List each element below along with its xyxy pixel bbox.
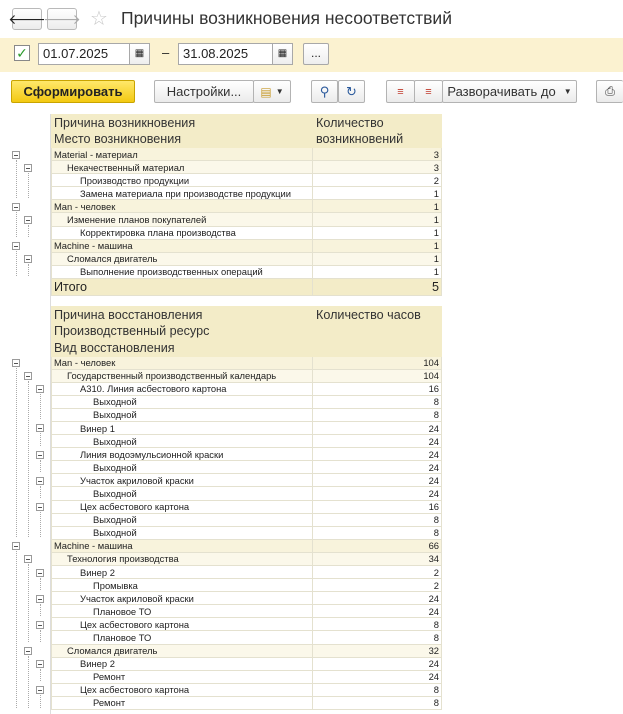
group-line xyxy=(28,264,29,276)
group-line xyxy=(16,368,17,537)
row-label: Винер 1 xyxy=(52,421,313,434)
table-row[interactable] xyxy=(52,187,442,200)
table-row[interactable] xyxy=(52,539,442,552)
title-bar xyxy=(0,0,623,38)
group-line xyxy=(40,512,41,537)
row-value: 34 xyxy=(313,552,442,565)
group-line xyxy=(40,486,41,498)
table-row[interactable] xyxy=(52,356,442,369)
row-label: Винер 2 xyxy=(52,566,313,579)
row-label: Man - человек xyxy=(52,200,313,213)
group-line xyxy=(40,433,41,445)
calendar-from-button[interactable] xyxy=(130,43,150,65)
collapse-group-toggle[interactable] xyxy=(12,151,20,159)
report-table-restoration xyxy=(51,306,442,710)
search-next-icon: ↻ xyxy=(346,83,357,99)
row-label: Корректировка плана производства xyxy=(52,226,313,239)
row-label: Выходной xyxy=(52,513,313,526)
group-line xyxy=(16,212,17,237)
row-label: Ремонт xyxy=(52,696,313,709)
group-line xyxy=(40,630,41,642)
table-row[interactable] xyxy=(52,252,442,265)
row-value: 8 xyxy=(313,395,442,408)
star-icon[interactable]: ☆ xyxy=(90,8,108,30)
row-label: Изменение планов покупателей xyxy=(52,213,313,226)
table-row[interactable] xyxy=(52,696,442,709)
collapse-group-toggle[interactable] xyxy=(36,569,44,577)
row-label: Линия водоэмульсионной краски xyxy=(52,448,313,461)
row-value: 32 xyxy=(313,644,442,657)
table-row[interactable] xyxy=(52,148,442,161)
group-line xyxy=(40,460,41,472)
row-value: 1 xyxy=(313,213,442,226)
report-header-row xyxy=(52,115,442,132)
table-row[interactable] xyxy=(52,265,442,278)
row-value: 104 xyxy=(313,356,442,369)
column-header: Вид восстановления xyxy=(52,340,313,357)
row-value: 8 xyxy=(313,683,442,696)
collapse-group-toggle[interactable] xyxy=(36,503,44,511)
table-row[interactable] xyxy=(52,552,442,565)
table-row[interactable] xyxy=(52,566,442,579)
row-label: Выполнение производственных операций xyxy=(52,265,313,278)
row-label: Machine - машина xyxy=(52,539,313,552)
arrow-right-icon: 🡒 xyxy=(43,10,81,27)
row-value: 1 xyxy=(313,239,442,252)
table-row[interactable] xyxy=(52,382,442,395)
table-row[interactable] xyxy=(52,618,442,631)
total-value: 5 xyxy=(313,278,442,295)
collapse-group-toggle[interactable] xyxy=(24,216,32,224)
collapse-group-toggle[interactable] xyxy=(12,359,20,367)
table-row[interactable] xyxy=(52,200,442,213)
back-button[interactable] xyxy=(8,8,46,30)
row-value: 16 xyxy=(313,500,442,513)
column-header: Место возникновения xyxy=(52,131,313,148)
row-value: 66 xyxy=(313,539,442,552)
row-label: Выходной xyxy=(52,435,313,448)
column-header: Причина возникновения xyxy=(52,115,313,132)
row-label: Некачественный материал xyxy=(52,161,313,174)
collapse-group-toggle[interactable] xyxy=(36,424,44,432)
group-line xyxy=(28,381,29,537)
group-line xyxy=(28,173,29,198)
collapse-group-toggle[interactable] xyxy=(12,542,20,550)
group-line xyxy=(28,564,29,642)
total-row xyxy=(52,278,442,295)
row-label: A310. Линия асбестового картона xyxy=(52,382,313,395)
row-label: Выходной xyxy=(52,395,313,408)
period-separator: – xyxy=(162,45,170,60)
column-header: Производственный ресурс xyxy=(52,323,313,340)
row-value: 8 xyxy=(313,526,442,539)
group-line xyxy=(40,604,41,616)
row-value: 8 xyxy=(313,513,442,526)
calendar-icon: ▦ xyxy=(134,48,145,59)
collapse-group-toggle[interactable] xyxy=(36,477,44,485)
row-value: 1 xyxy=(313,252,442,265)
value-column-header: Количество возникновений xyxy=(313,115,442,148)
row-value: 24 xyxy=(313,487,442,500)
group-line xyxy=(16,251,17,276)
collapse-group-toggle[interactable] xyxy=(36,595,44,603)
group-line xyxy=(40,669,41,681)
page-title: Причины возникновения несоответствий xyxy=(121,8,452,28)
table-row[interactable] xyxy=(52,487,442,500)
row-label: Цех асбестового картона xyxy=(52,683,313,696)
row-value: 24 xyxy=(313,421,442,434)
search-icon: ⚲ xyxy=(319,83,330,99)
choose-period-button[interactable]: ... xyxy=(303,43,329,65)
table-row[interactable] xyxy=(52,448,442,461)
row-value: 1 xyxy=(313,187,442,200)
row-label: Ремонт xyxy=(52,670,313,683)
table-row[interactable] xyxy=(52,592,442,605)
row-label: Участок акриловой краски xyxy=(52,592,313,605)
table-row[interactable] xyxy=(52,369,442,382)
row-label: Производство продукции xyxy=(52,174,313,187)
table-row[interactable] xyxy=(52,161,442,174)
period-checkbox[interactable]: ✓ xyxy=(14,45,30,61)
table-row[interactable] xyxy=(52,213,442,226)
forward-button[interactable] xyxy=(43,8,81,30)
table-row[interactable] xyxy=(52,526,442,539)
row-label: Государственный производственный календарь xyxy=(52,369,313,382)
printer-icon: ⎙ xyxy=(605,84,615,98)
row-value: 3 xyxy=(313,148,442,161)
table-row[interactable] xyxy=(52,408,442,421)
row-label: Цех асбестового картона xyxy=(52,500,313,513)
collapse-group-toggle[interactable] xyxy=(36,686,44,694)
collapse-rows-icon: ≡ xyxy=(397,85,404,98)
row-value: 3 xyxy=(313,161,442,174)
row-label: Замена материала при производстве продукции xyxy=(52,187,313,200)
table-row[interactable] xyxy=(52,670,442,683)
report-document[interactable] xyxy=(10,114,623,714)
row-value: 8 xyxy=(313,408,442,421)
variants-button[interactable] xyxy=(253,80,291,103)
table-row[interactable] xyxy=(52,226,442,239)
table-row[interactable] xyxy=(52,631,442,644)
row-value: 24 xyxy=(313,435,442,448)
row-value: 16 xyxy=(313,382,442,395)
table-row[interactable] xyxy=(52,513,442,526)
row-label: Винер 2 xyxy=(52,657,313,670)
arrow-left-icon: 🡐 xyxy=(8,10,46,27)
collapse-group-toggle[interactable] xyxy=(24,555,32,563)
row-label: Плановое ТО xyxy=(52,631,313,644)
group-line xyxy=(16,551,17,707)
row-value: 8 xyxy=(313,618,442,631)
table-row[interactable] xyxy=(52,500,442,513)
row-label: Выходной xyxy=(52,408,313,421)
table-row[interactable] xyxy=(52,579,442,592)
collapse-group-toggle[interactable] xyxy=(36,621,44,629)
row-label: Технология производства xyxy=(52,552,313,565)
row-label: Man - человек xyxy=(52,356,313,369)
date-from-field[interactable]: 01.07.2025 xyxy=(38,43,130,65)
row-value: 104 xyxy=(313,369,442,382)
row-label: Machine - машина xyxy=(52,239,313,252)
collapse-group-toggle[interactable] xyxy=(24,255,32,263)
table-row[interactable] xyxy=(52,474,442,487)
total-label: Итого xyxy=(52,278,313,295)
row-value: 24 xyxy=(313,448,442,461)
collapse-group-toggle[interactable] xyxy=(12,242,20,250)
group-line xyxy=(28,225,29,237)
collapse-group-toggle[interactable] xyxy=(36,451,44,459)
row-label: Сломался двигатель xyxy=(52,644,313,657)
row-label: Промывка xyxy=(52,579,313,592)
table-row[interactable] xyxy=(52,461,442,474)
collapse-group-toggle[interactable] xyxy=(36,385,44,393)
collapse-group-toggle[interactable] xyxy=(24,164,32,172)
table-row[interactable] xyxy=(52,683,442,696)
report-table-occurrences xyxy=(51,114,442,296)
generate-button[interactable]: Сформировать xyxy=(11,80,135,103)
find-button[interactable] xyxy=(311,80,338,103)
row-value: 24 xyxy=(313,592,442,605)
collapse-group-toggle[interactable] xyxy=(24,647,32,655)
group-line xyxy=(40,578,41,590)
expand-to-button[interactable] xyxy=(442,80,577,103)
report-variant-icon: ▤ xyxy=(260,84,272,99)
row-value: 1 xyxy=(313,265,442,278)
group-line xyxy=(40,394,41,419)
collapse-group-toggle[interactable] xyxy=(12,203,20,211)
chevron-down-icon: ▼ xyxy=(563,87,572,96)
collapse-group-toggle[interactable] xyxy=(36,660,44,668)
row-label: Выходной xyxy=(52,461,313,474)
row-value: 2 xyxy=(313,566,442,579)
group-line xyxy=(16,160,17,198)
table-row[interactable] xyxy=(52,395,442,408)
chevron-down-icon: ▼ xyxy=(275,87,284,96)
row-label: Выходной xyxy=(52,526,313,539)
expand-to-label: Разворачивать до xyxy=(447,84,556,99)
calendar-icon: ▦ xyxy=(277,48,288,59)
group-line xyxy=(28,656,29,707)
row-value: 24 xyxy=(313,605,442,618)
table-row[interactable] xyxy=(52,605,442,618)
row-label: Material - материал xyxy=(52,148,313,161)
column-header: Причина восстановления xyxy=(52,307,313,324)
table-row[interactable] xyxy=(52,174,442,187)
collapse-groups-button[interactable] xyxy=(386,80,415,103)
expand-rows-icon: ≡ xyxy=(425,85,432,98)
row-label: Участок акриловой краски xyxy=(52,474,313,487)
row-label: Плановое ТО xyxy=(52,605,313,618)
expand-groups-button[interactable] xyxy=(414,80,443,103)
table-row[interactable] xyxy=(52,644,442,657)
row-label: Сломался двигатель xyxy=(52,252,313,265)
table-row[interactable] xyxy=(52,657,442,670)
row-value: 2 xyxy=(313,579,442,592)
row-value: 24 xyxy=(313,670,442,683)
row-value: 24 xyxy=(313,461,442,474)
row-value: 24 xyxy=(313,657,442,670)
print-button[interactable] xyxy=(596,80,623,103)
row-value: 1 xyxy=(313,226,442,239)
table-row[interactable] xyxy=(52,435,442,448)
row-value: 24 xyxy=(313,474,442,487)
date-to-field[interactable]: 31.08.2025 xyxy=(178,43,273,65)
row-value: 8 xyxy=(313,631,442,644)
row-label: Цех асбестового картона xyxy=(52,618,313,631)
row-value: 8 xyxy=(313,696,442,709)
group-line xyxy=(40,695,41,707)
row-value: 2 xyxy=(313,174,442,187)
row-label: Выходной xyxy=(52,487,313,500)
settings-button[interactable]: Настройки... xyxy=(154,80,254,103)
value-column-header: Количество часов xyxy=(313,307,442,357)
table-row[interactable] xyxy=(52,239,442,252)
calendar-to-button[interactable] xyxy=(273,43,293,65)
report-header-row xyxy=(52,307,442,324)
row-value: 1 xyxy=(313,200,442,213)
collapse-group-toggle[interactable] xyxy=(24,372,32,380)
find-next-button[interactable] xyxy=(338,80,365,103)
table-row[interactable] xyxy=(52,421,442,434)
